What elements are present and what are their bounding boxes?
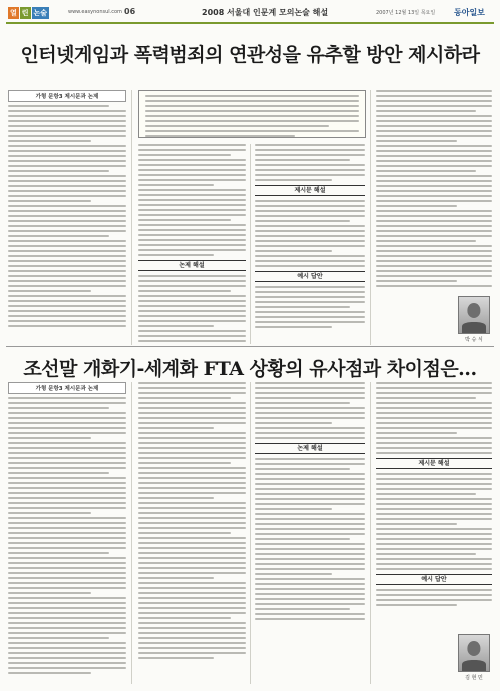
article1-answer-heading: 제시문 해설 xyxy=(255,185,365,196)
article2-answer-heading: 제시문 해설 xyxy=(376,458,492,469)
issue-date: 2007년 12월 13일 목요일 xyxy=(376,10,436,16)
section-title: 2008 서울대 인문계 모의논술 해설 xyxy=(202,8,329,17)
author-photo-1-caption: 박 승 식 xyxy=(465,337,483,343)
masthead xyxy=(6,6,494,24)
logo-part-3: 논술 xyxy=(33,9,48,17)
article2-column-3 xyxy=(255,382,365,682)
article1-column-4 xyxy=(376,90,492,300)
article2-column-1 xyxy=(8,382,126,682)
article1-headline: 인터넷게임과 폭력범죄의 연관성을 유추할 방안 제시하라 xyxy=(20,44,480,66)
site-url[interactable]: www.easynonsul.com xyxy=(68,9,122,15)
article1-review-heading: 논제 해설 xyxy=(138,260,246,271)
article1-column-2 xyxy=(138,144,246,344)
newspaper-name: 동아일보 xyxy=(454,8,485,17)
article1-guide-label: 가형 문항3 제시문과 논제 xyxy=(8,90,126,102)
page-number: 06 xyxy=(124,7,136,16)
author-photo-2-caption: 김 현 민 xyxy=(465,675,483,681)
article1-column-3 xyxy=(255,144,365,344)
article2-example-heading: 예시 답안 xyxy=(376,574,492,585)
author-photo-2 xyxy=(458,634,490,672)
article2-headline: 조선말 개화기-세계화 FTA 상황의 유사점과 차이점은… xyxy=(23,358,477,380)
author-photo-1 xyxy=(458,296,490,334)
article1-column-1 xyxy=(8,90,126,340)
article2-column-4 xyxy=(376,382,492,612)
article1-intro-box xyxy=(138,90,366,138)
logo-part-2: 린 xyxy=(21,9,29,17)
article2-guide-label: 가형 문항3 제시문과 논제 xyxy=(8,382,126,394)
intro-text-lines xyxy=(145,95,359,137)
brand-logo xyxy=(8,7,49,19)
article2-column-2 xyxy=(138,382,246,682)
article2-review-heading: 논제 해설 xyxy=(255,443,365,454)
article1-example-heading: 예시 답안 xyxy=(255,271,365,282)
logo-part-1: 열 xyxy=(10,9,17,17)
